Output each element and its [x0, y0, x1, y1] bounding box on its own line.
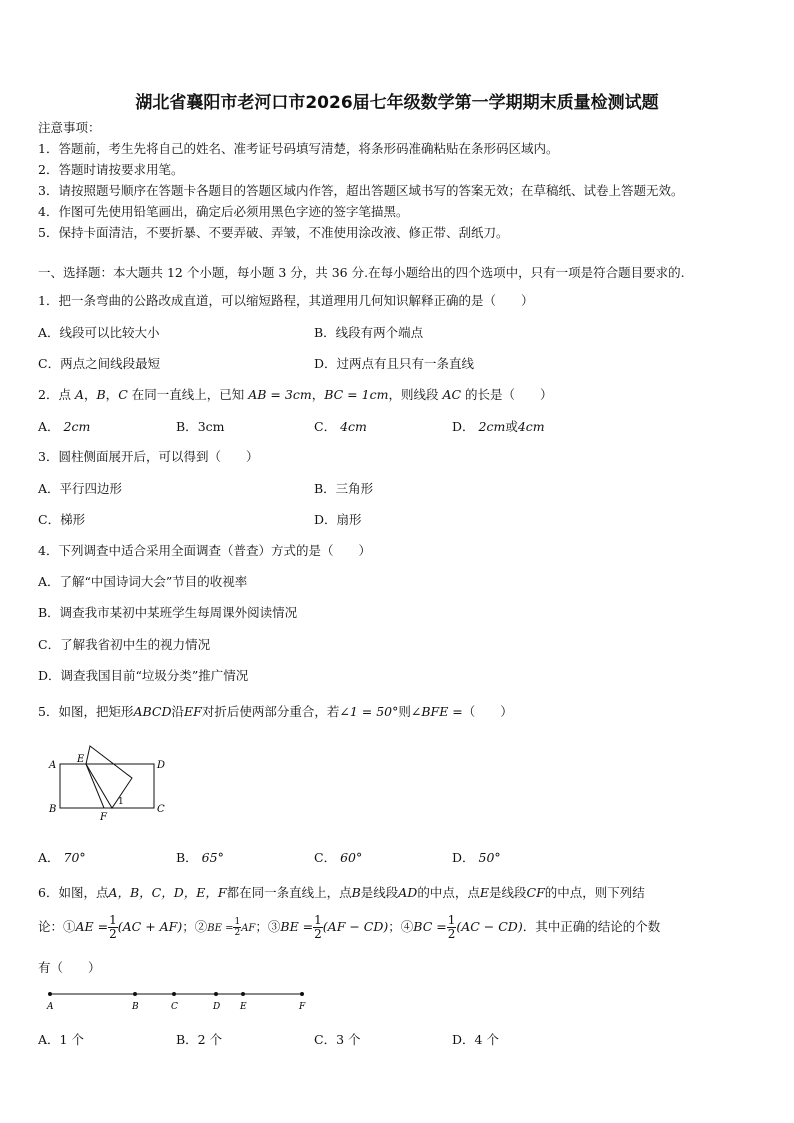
question-3-stem: 3．圆柱侧面展开后，可以得到（ ） — [38, 449, 259, 464]
fraction-half: $\frac{1}{2}$ — [234, 917, 241, 938]
label-a: A — [47, 1002, 54, 1012]
fraction-half: $\frac{1}{2}$ — [314, 913, 322, 941]
label-e: E — [77, 754, 85, 765]
q5-option-d: D． 50° — [452, 850, 501, 865]
notice-item: 2．答题时请按要求用笔。 — [38, 162, 184, 177]
label-angle-1: 1 — [118, 797, 124, 807]
point-f — [300, 992, 304, 996]
label-d: D — [157, 760, 166, 771]
label-f: F — [299, 1002, 306, 1012]
question-2-stem: 2．点 A，B，C 在同一直线上，已知 AB = 3cm，BC = 1cm，则线段 AC 的长是（ ） — [38, 387, 553, 402]
q5-option-a: A． 70° — [38, 850, 86, 865]
label-f: F — [100, 812, 107, 823]
point-a — [48, 992, 52, 996]
label-c: C — [171, 1002, 178, 1012]
notice-item: 3．请按照题号顺序在答题卡各题目的答题区域内作答，超出答题区域书写的答案无效；在草稿纸、试卷上答题无效。 — [38, 183, 684, 198]
section-heading: 一、选择题：本大题共 12 个小题，每小题 3 分，共 36 分.在每小题给出的四个选项中，只有一项是符合题目要求的. — [38, 265, 685, 280]
q1-option-c: C．两点之间线段最短 — [38, 356, 161, 371]
notice-item: 1．答题前，考生先将自己的姓名、准考证号码填写清楚，将条形码准确粘贴在条形码区域内。 — [38, 141, 559, 156]
segment-ef — [86, 764, 104, 808]
question-6-stem-line1: 6．如图，点A，B，C，D，E，F都在同一条直线上，点B是线段AD的中点，点E是线段CF的中点，则下列结 — [38, 885, 645, 900]
question-1-stem: 1．把一条弯曲的公路改成直道，可以缩短路程，其道理用几何知识解释正确的是（ ） — [38, 293, 534, 308]
q2-option-a: A． 2cm — [38, 419, 91, 434]
rectangle-abcd — [60, 764, 154, 808]
question-6-stem-line3: 有（ ） — [38, 960, 101, 975]
q1-option-a: A．线段可以比较大小 — [38, 325, 160, 340]
point-e — [241, 992, 245, 996]
q6-option-a: A．1 个 — [38, 1032, 84, 1047]
q2-option-c: C． 4cm — [314, 419, 367, 434]
q3-option-b: B．三角形 — [314, 481, 374, 496]
q4-option-c: C．了解我省初中生的视力情况 — [38, 637, 211, 652]
rectangle-fold-figure — [40, 740, 180, 825]
fraction-half: $\frac{1}{2}$ — [447, 913, 456, 941]
point-c — [172, 992, 176, 996]
label-a: A — [49, 760, 57, 771]
line-segment-figure — [40, 986, 320, 1016]
q3-option-d: D．扇形 — [314, 512, 362, 527]
point-b — [133, 992, 137, 996]
question-6-stem-line2: 论：①AE = $\frac{1}{2}$ (AC + AF)；②BE = $\frac{1}{2}$ AF；③BE = $\frac{1}{2}$ (AF − CD)；④BC = $\frac{1}{2}$ (AC − CD)．其中正确的结论的个数 — [38, 913, 661, 941]
q5-option-c: C． 60° — [314, 850, 363, 865]
q6-option-d: D．4 个 — [452, 1032, 499, 1047]
notice-heading: 注意事项： — [38, 120, 101, 135]
label-e: E — [240, 1002, 247, 1012]
folded-flap — [86, 746, 132, 808]
label-d: D — [213, 1002, 221, 1012]
point-d — [214, 992, 218, 996]
question-4-stem: 4．下列调查中适合采用全面调查（普查）方式的是（ ） — [38, 543, 371, 558]
q6-option-b: B．2 个 — [176, 1032, 223, 1047]
label-c: C — [157, 804, 165, 815]
q1-option-b: B．线段有两个端点 — [314, 325, 424, 340]
q2-option-d: D． 2cm或4cm — [452, 419, 545, 434]
q5-option-b: B． 65° — [176, 850, 224, 865]
q3-option-a: A．平行四边形 — [38, 481, 123, 496]
q4-option-d: D．调查我国目前“垃圾分类”推广情况 — [38, 668, 249, 683]
q6-option-c: C．3 个 — [314, 1032, 361, 1047]
q1-option-d: D．过两点有且只有一条直线 — [314, 356, 475, 371]
question-5-stem: 5．如图，把矩形ABCD沿EF对折后使两部分重合，若∠1 = 50°则∠BFE =（ ） — [38, 704, 513, 719]
q4-option-a: A．了解“中国诗词大会”节目的收视率 — [38, 574, 248, 589]
fraction-half: $\frac{1}{2}$ — [109, 913, 117, 941]
notice-item: 5．保持卡面清洁，不要折暴、不要弄破、弄皱，不准使用涂改液、修正带、刮纸刀。 — [38, 225, 509, 240]
q2-option-b: B．3cm — [176, 419, 225, 434]
label-b: B — [49, 804, 57, 815]
notice-item: 4．作图可先使用铅笔画出，确定后必须用黑色字迹的签字笔描黑。 — [38, 204, 409, 219]
q4-option-b: B．调查我市某初中某班学生每周课外阅读情况 — [38, 605, 298, 620]
page-title: 湖北省襄阳市老河口市2026届七年级数学第一学期期末质量检测试题 — [135, 93, 659, 113]
label-b: B — [132, 1002, 139, 1012]
q3-option-c: C．梯形 — [38, 512, 86, 527]
